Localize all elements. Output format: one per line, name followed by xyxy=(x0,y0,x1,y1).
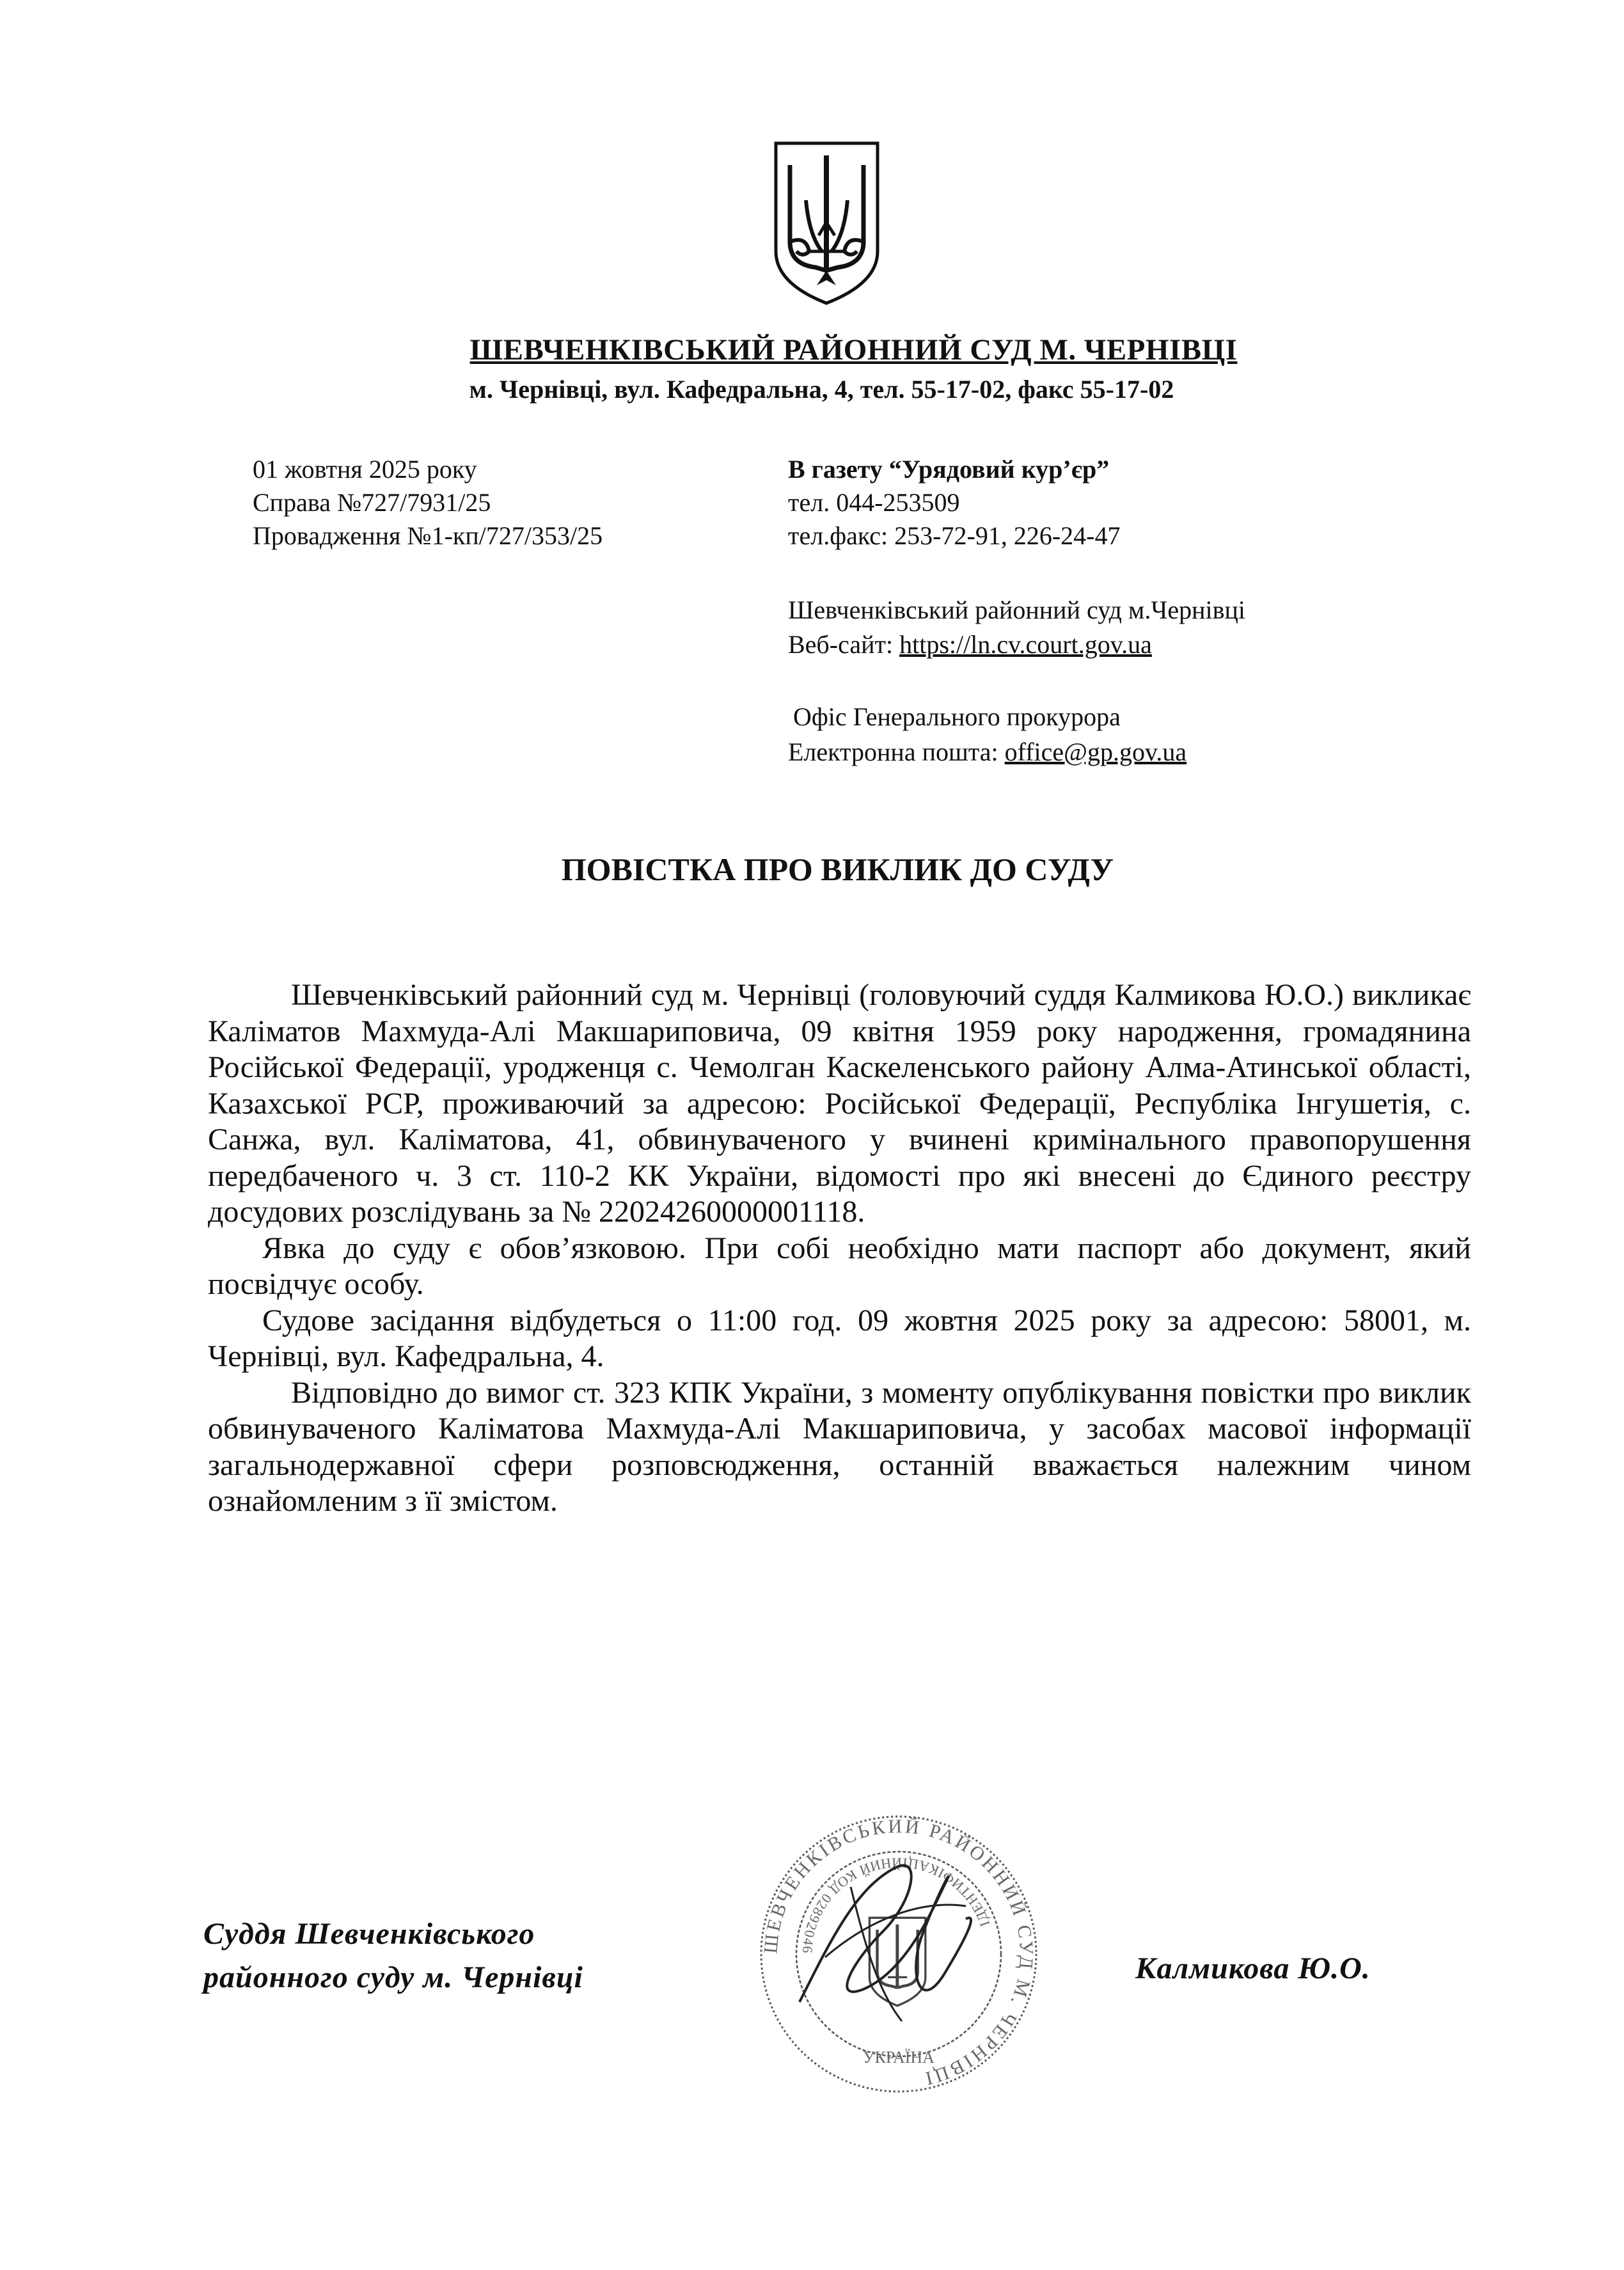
signature-scribble xyxy=(800,1865,971,2002)
prosecutor-office: Офіс Генерального прокурора xyxy=(793,702,1121,731)
body-paragraph-2: Явка до суду є обов’язковою. При собі необхідно мати паспорт або документ, який посвідчує особу. xyxy=(208,1231,1471,1301)
website-label: Веб-сайт: xyxy=(788,630,900,659)
document-title: ПОВІСТКА ПРО ВИКЛИК ДО СУДУ xyxy=(561,851,1114,887)
recipient-phone: тел. 044-253509 xyxy=(788,488,960,517)
email-label: Електронна пошта: xyxy=(788,737,1005,766)
stamp-country: УКРАЇНА xyxy=(863,2048,934,2067)
case-number: Справа №727/7931/25 xyxy=(253,488,491,517)
document-date: 01 жовтня 2025 року xyxy=(253,455,477,484)
stamp-code-text: ІДЕНТИФІКАЦІЙНИЙ КОД 02892046 xyxy=(799,1854,993,1955)
judge-title-line-2: районного суду м. Чернівці xyxy=(203,1960,583,1994)
summons-body xyxy=(208,977,1471,1520)
recipient-fax: тел.факс: 253-72-91, 226-24-47 xyxy=(788,521,1121,550)
website-link[interactable]: https://ln.cv.court.gov.ua xyxy=(899,630,1152,659)
stamp-outer-text: ШЕВЧЕНКІВСЬКИЙ РАЙОННИЙ СУД М. ЧЕРНІВЦІ xyxy=(760,1815,1037,2090)
body-paragraph-3: Судове засідання відбудеться о 11:00 год. 09 жовтня 2025 року за адресою: 58001, м. Чернівці, вул. Кафедральна, 4. xyxy=(208,1303,1471,1373)
court-seal-stamp xyxy=(755,1810,1043,2098)
judge-title xyxy=(203,1912,583,1999)
website-line xyxy=(788,628,1152,661)
court-contact-name: Шевченківський районний суд м.Чернівці xyxy=(788,595,1246,624)
court-address: м. Чернівці, вул. Кафедральна, 4, тел. 55-17-02, факс 55-17-02 xyxy=(469,375,1174,404)
recipient-newspaper: В газету “Урядовий кур’єр” xyxy=(788,455,1110,484)
email-link[interactable]: office@gp.gov.ua xyxy=(1004,737,1187,766)
judge-name: Калмикова Ю.О. xyxy=(1135,1951,1371,1985)
body-paragraph-4: Відповідно до вимог ст. 323 КПК України, з моменту опублікування повістки про виклик обвинуваченого Каліматова Махмуда-Алі Макшариповича, у засобах масової інформації загальнодержавної сфери розповсюдження, останній вважається належним чином ознайомленим з її змістом. xyxy=(208,1375,1471,1518)
body-paragraph-1: Шевченківський районний суд м. Чернівці (головуючий суддя Калмикова Ю.О.) викликає Каліматов Махмуда-Алі Макшариповича, 09 квітня 1959 року народження, громадянина Російської Федерації, уродженця с. Чемолган Каскеленського району Алма-Атинської області, Казахської РСР, проживаючий за адресою: Російської Федерації, Республіка Інгушетія, с. Санжа, вул. Каліматова, 41, обвинуваченого у вчинені кримінального правопорушення передбаченого ч. 3 ст. 110-2 КК України, відомості про які внесені до Єдиного реєстру досудових розслідувань за № 22024260000001118. xyxy=(208,978,1471,1229)
coat-of-arms-icon xyxy=(771,139,883,307)
email-line xyxy=(788,736,1186,769)
proceeding-number: Провадження №1-кп/727/353/25 xyxy=(253,521,603,550)
judge-title-line-1: Суддя Шевченківського xyxy=(203,1917,535,1951)
court-name-heading: ШЕВЧЕНКІВСЬКИЙ РАЙОННИЙ СУД М. ЧЕРНІВЦІ xyxy=(469,333,1238,367)
